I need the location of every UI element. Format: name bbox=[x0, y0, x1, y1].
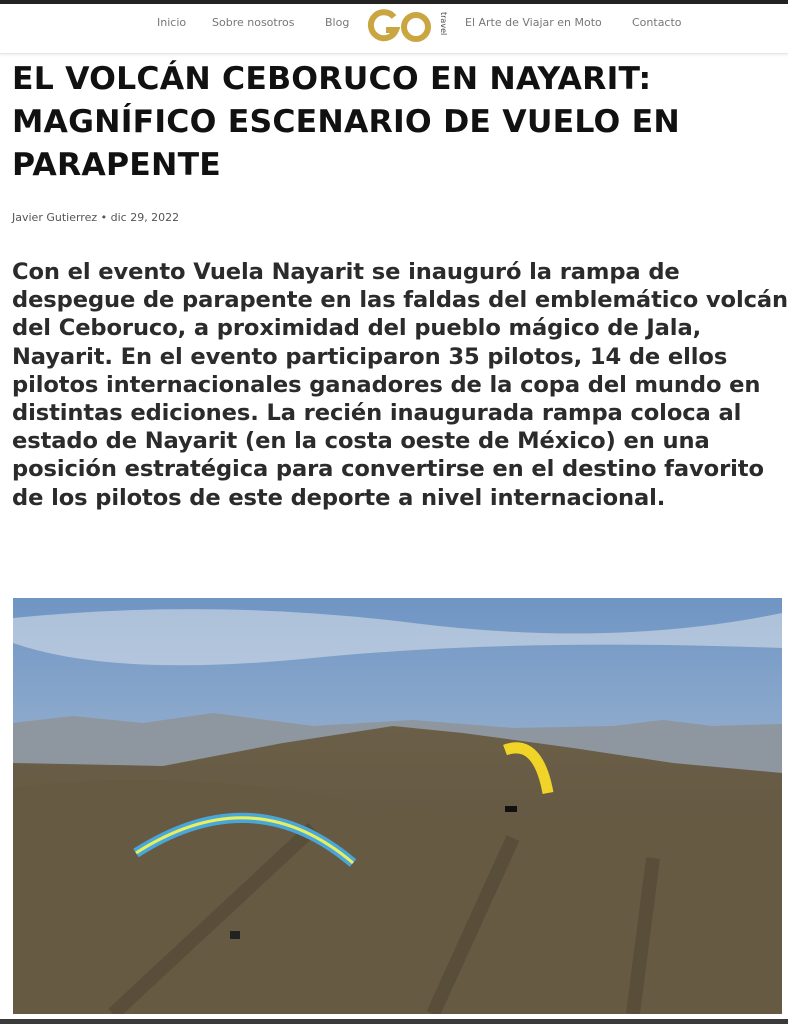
nav-arte-viajar-moto[interactable]: El Arte de Viajar en Moto bbox=[465, 16, 602, 29]
article-title: EL VOLCÁN CEBORUCO EN NAYARIT: MAGNÍFICO ESCENARIO DE VUELO EN PARAPENTE bbox=[12, 61, 680, 183]
nav-contacto[interactable]: Contacto bbox=[632, 16, 682, 29]
paragliding-photo bbox=[13, 598, 782, 1014]
svg-text:travel: travel bbox=[439, 12, 448, 36]
byline: Javier Gutierrez • dic 29, 2022 bbox=[12, 211, 180, 224]
article-lead: Con el evento Vuela Nayarit se inauguró la rampa de despegue de parapente en las faldas del emblemático volcán del Ceboruco, a proximidad del pueblo mágico de Jala, Nayarit. En el evento participaron 35 pilotos, 14 de ellos pilotos internacionales ganadores de la copa del mundo en distintas ediciones. La recién inaugurada rampa coloca al estado de Nayarit (en la costa oeste de México) en una posición estratégica para convertirse en el destino favorito de los pilotos de este deporte a nivel internacional. bbox=[12, 259, 788, 511]
author-link[interactable]: Javier Gutierrez bbox=[12, 211, 98, 224]
bottom-bar bbox=[0, 1019, 788, 1024]
publish-date: dic 29, 2022 bbox=[110, 211, 180, 224]
go-travel-logo[interactable] bbox=[366, 8, 450, 44]
site-navigation bbox=[0, 4, 788, 54]
nav-blog[interactable]: Blog bbox=[325, 16, 350, 29]
nav-inicio[interactable]: Inicio bbox=[157, 16, 187, 29]
nav-sobre-nosotros[interactable]: Sobre nosotros bbox=[212, 16, 295, 29]
